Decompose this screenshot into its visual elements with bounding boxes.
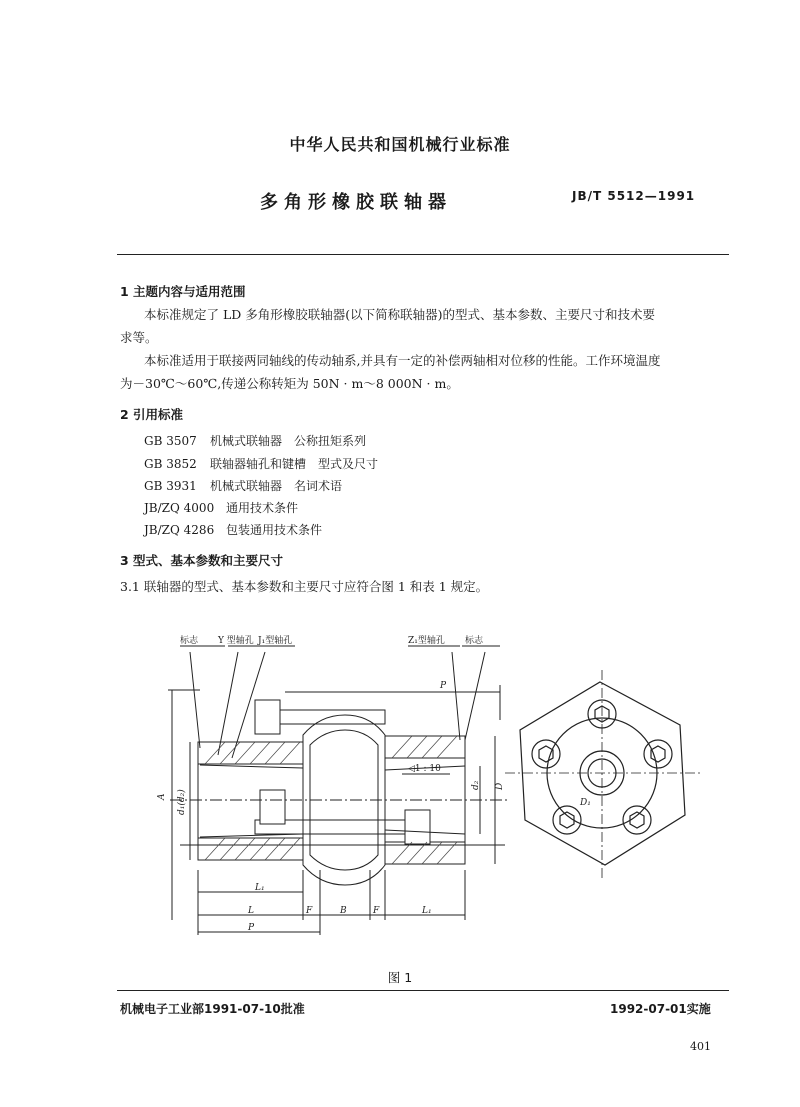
label-l1-left: L₁ — [255, 883, 265, 893]
label-p-top: P — [440, 681, 447, 691]
section-1-para-1-line-1: 本标准规定了 LD 多角形橡胶联轴器(以下简称联轴器)的型式、基本参数、主要尺寸和技术要 — [144, 307, 656, 322]
reference-item — [144, 455, 378, 472]
reference-item — [144, 432, 366, 449]
reference-item — [144, 499, 298, 516]
label-l1-right: L₁ — [422, 906, 432, 916]
reference-code: GB 3507 — [144, 434, 197, 448]
label-d: D — [495, 782, 505, 790]
section-1-para-1-line-2: 求等。 — [120, 330, 158, 345]
reference-name: 联轴器轴孔和键槽 型式及尺寸 — [210, 457, 379, 471]
reference-code: GB 3931 — [144, 479, 197, 493]
label-f-right: F — [373, 906, 380, 916]
header-rule — [117, 254, 729, 255]
label-a: A — [157, 793, 167, 800]
section-3-heading: 3 型式、基本参数和主要尺寸 — [120, 553, 284, 568]
label-taper: ◁1 : 10 — [408, 764, 441, 774]
section-2-heading: 2 引用标准 — [120, 407, 184, 422]
reference-item — [144, 521, 322, 538]
reference-item — [144, 477, 342, 494]
reference-name: 通用技术条件 — [226, 501, 299, 515]
approval-text: 机械电子工业部1991-07-10批准 — [120, 1002, 305, 1016]
reference-name: 机械式联轴器 名词术语 — [210, 479, 343, 493]
reference-name: 包装通用技术条件 — [226, 523, 323, 537]
label-z1-hole: Z₁型轴孔 — [408, 636, 445, 646]
effective-date: 1992-07-01实施 — [610, 1002, 711, 1016]
section-1-heading: 1 主题内容与适用范围 — [120, 284, 246, 299]
label-d1: d₁(d₂) — [177, 789, 187, 815]
page-number: 401 — [690, 1040, 711, 1053]
footer-rule — [117, 990, 729, 991]
document-title: 多角形橡胶联轴器 — [260, 192, 452, 213]
label-biaozhi-left: 标志 — [180, 636, 199, 646]
section-1-para-2-line-2: 为－30℃～60℃,传递公称转矩为 50N · m～8 000N · m。 — [120, 376, 459, 391]
section-3-1-text: 3.1 联轴器的型式、基本参数和主要尺寸应符合图 1 和表 1 规定。 — [120, 579, 489, 594]
label-p-bottom: P — [248, 923, 255, 933]
label-l: L — [248, 906, 254, 916]
label-b: B — [340, 906, 347, 916]
label-y-hole: Y 型轴孔 — [218, 636, 254, 646]
label-biaozhi-right: 标志 — [465, 636, 484, 646]
standard-code: JB/T 5512—1991 — [572, 189, 696, 203]
label-f-left: F — [306, 906, 313, 916]
label-dz: d₂ — [471, 780, 481, 790]
label-d1-end: D₁ — [580, 798, 591, 808]
figure-1-coupling-drawing — [157, 630, 720, 950]
reference-name: 机械式联轴器 公称扭矩系列 — [210, 434, 367, 448]
reference-code: GB 3852 — [144, 457, 197, 471]
standard-org-title: 中华人民共和国机械行业标准 — [289, 135, 511, 154]
label-j1-hole: J₁型轴孔 — [258, 636, 293, 646]
reference-code: JB/ZQ 4000 — [144, 501, 215, 515]
figure-caption: 图 1 — [387, 970, 413, 985]
reference-code: JB/ZQ 4286 — [144, 523, 215, 537]
section-1-para-2-line-1: 本标准适用于联接两同轴线的传动轴系,并具有一定的补偿两轴相对位移的性能。工作环境温度 — [144, 353, 661, 368]
